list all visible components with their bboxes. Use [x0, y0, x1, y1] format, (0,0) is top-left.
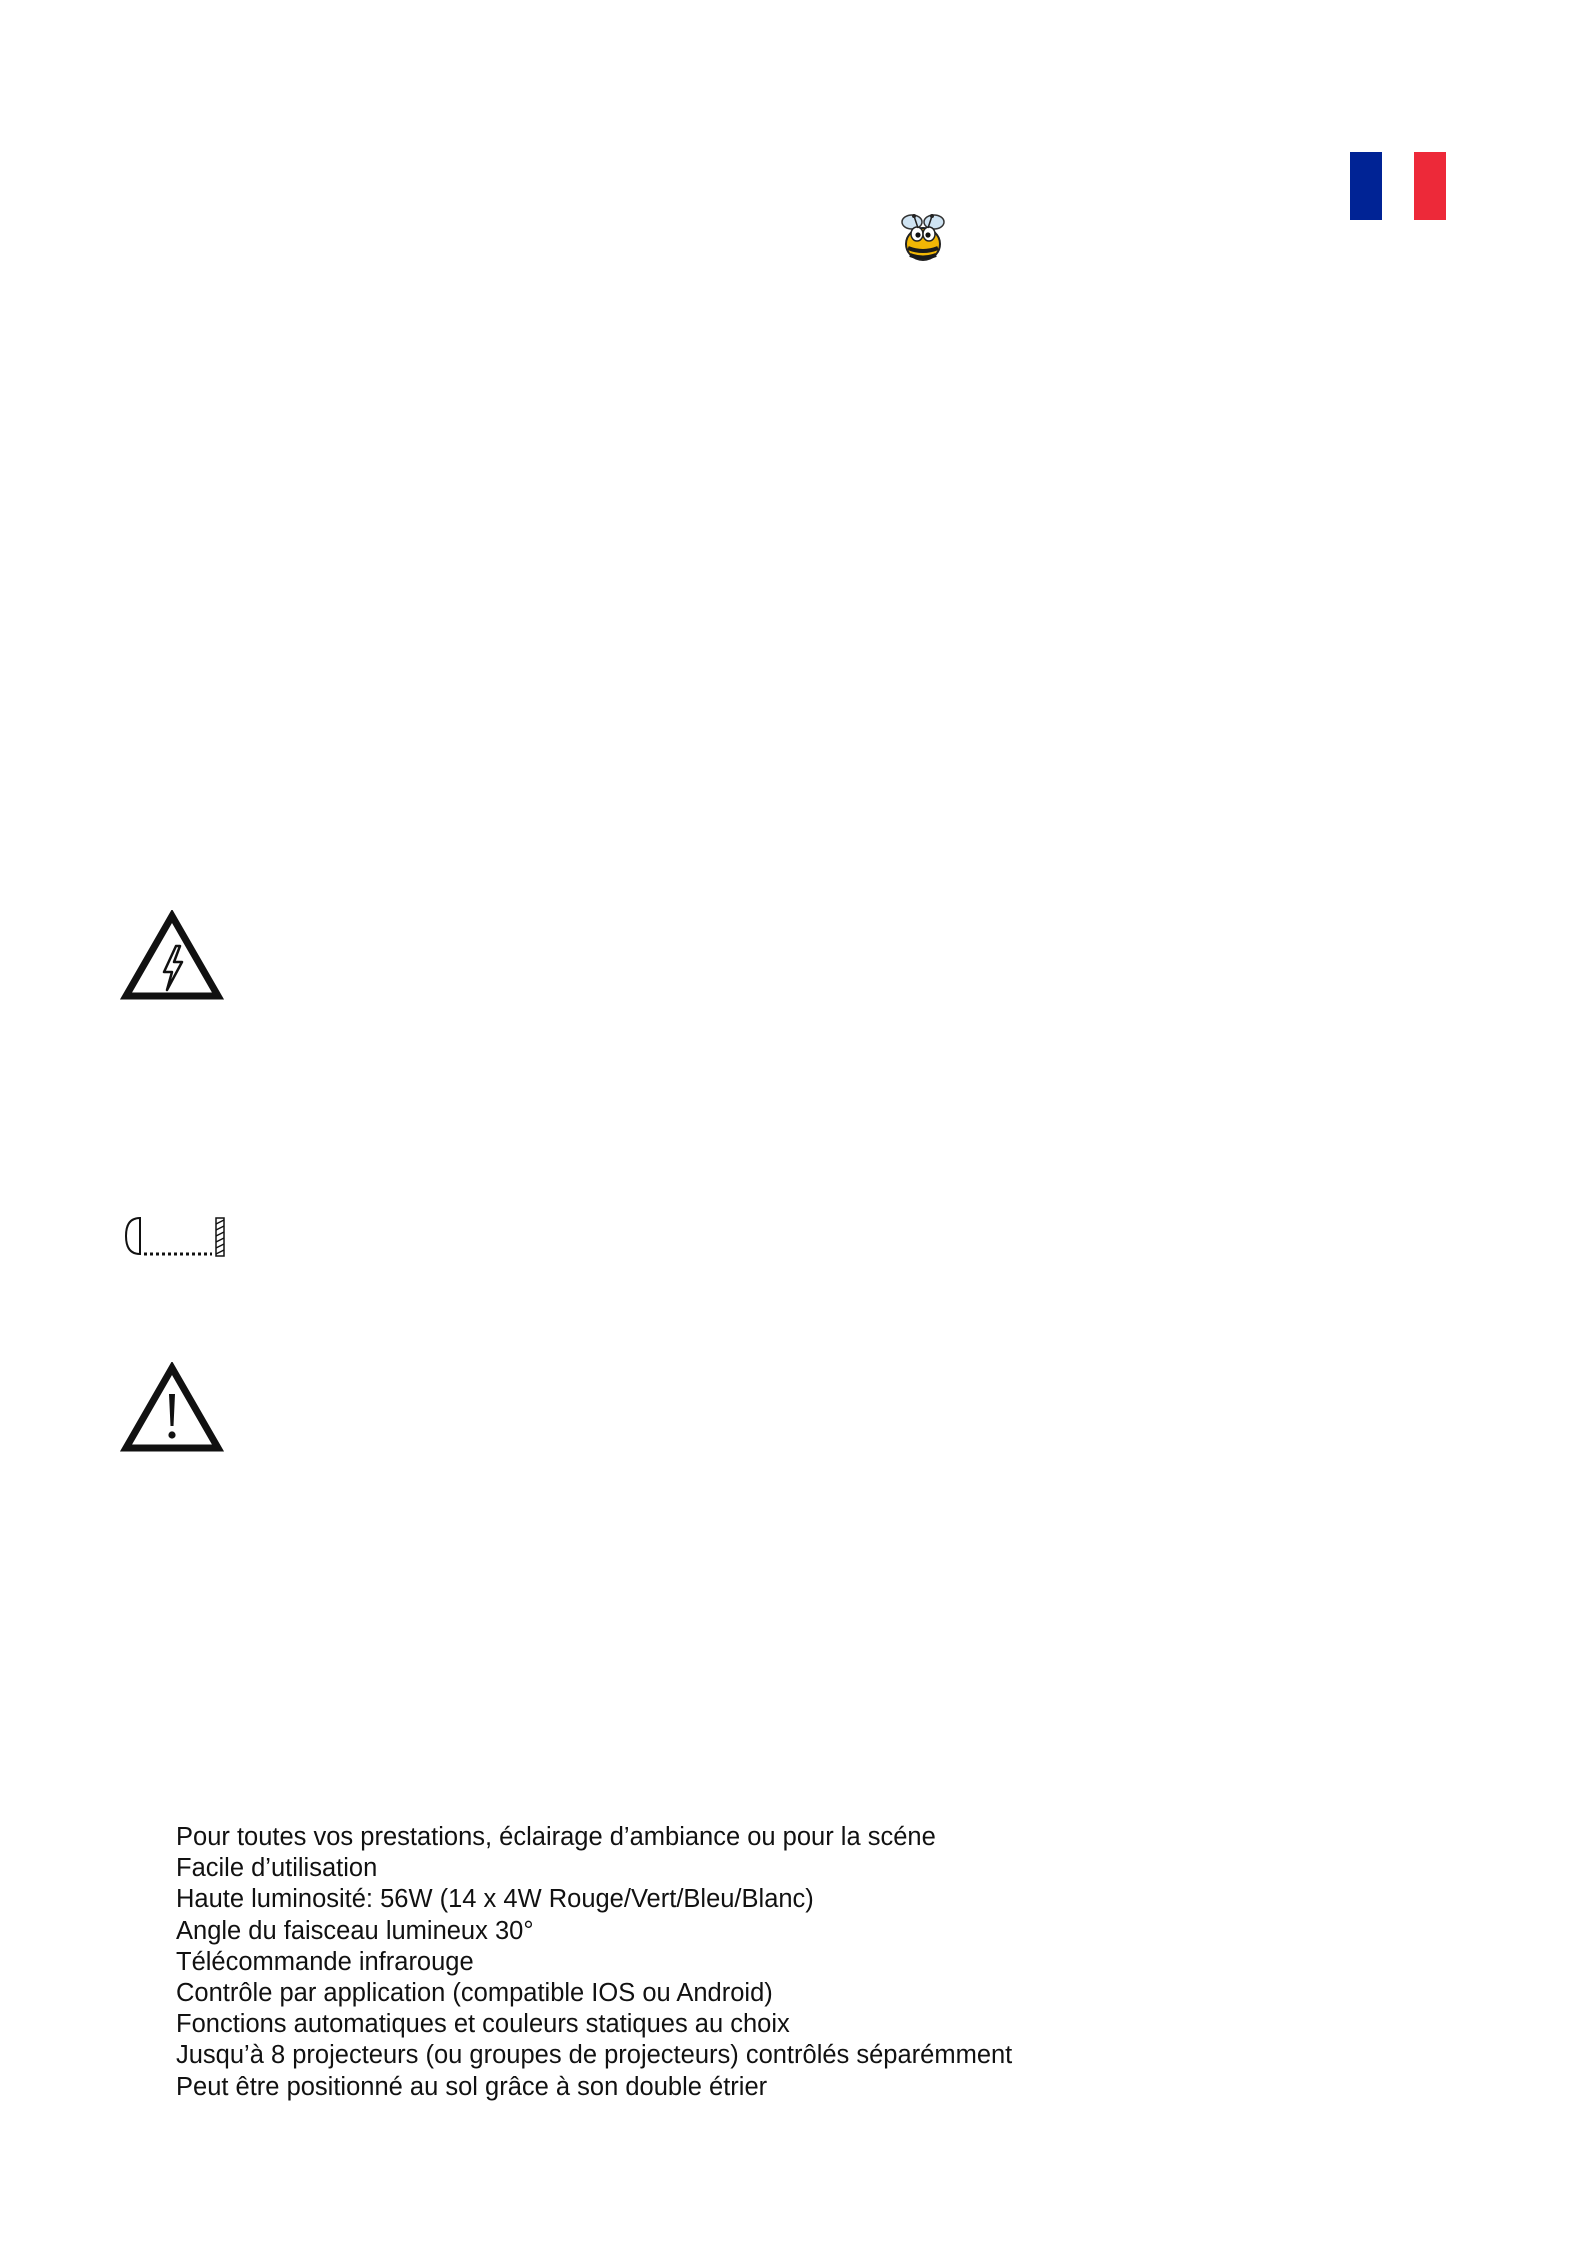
feature-item: Peut être positionné au sol grâce à son double étrier — [176, 2072, 768, 2101]
feature-item: Angle du faisceau lumineux 30° — [176, 1916, 534, 1945]
flag-band-red — [1414, 152, 1446, 220]
bee-icon — [892, 210, 954, 264]
feature-item: Télécommande infrarouge — [176, 1947, 474, 1976]
high-voltage-warning-icon — [120, 910, 224, 1002]
minimum-distance-icon — [124, 1212, 230, 1260]
feature-item: Fonctions automatiques et couleurs statiques au choix — [176, 2010, 790, 2039]
flag-band-white — [1382, 152, 1414, 220]
features-list — [176, 1822, 1012, 2103]
flag-band-blue — [1350, 152, 1382, 220]
feature-item: Pour toutes vos prestations, éclairage d’ambiance ou pour la scéne — [176, 1823, 936, 1851]
exclamation-warning-icon — [120, 1362, 224, 1454]
french-flag-icon — [1350, 152, 1446, 220]
feature-item: Jusqu’à 8 projecteurs (ou groupes de projecteurs) contrôlés séparémment — [176, 2041, 1013, 2070]
feature-item: Facile d’utilisation — [176, 1854, 378, 1883]
feature-item: Haute luminosité: 56W (14 x 4W Rouge/Vert/Bleu/Blanc) — [176, 1885, 814, 1914]
feature-item: Contrôle par application (compatible IOS ou Android) — [176, 1979, 773, 2008]
